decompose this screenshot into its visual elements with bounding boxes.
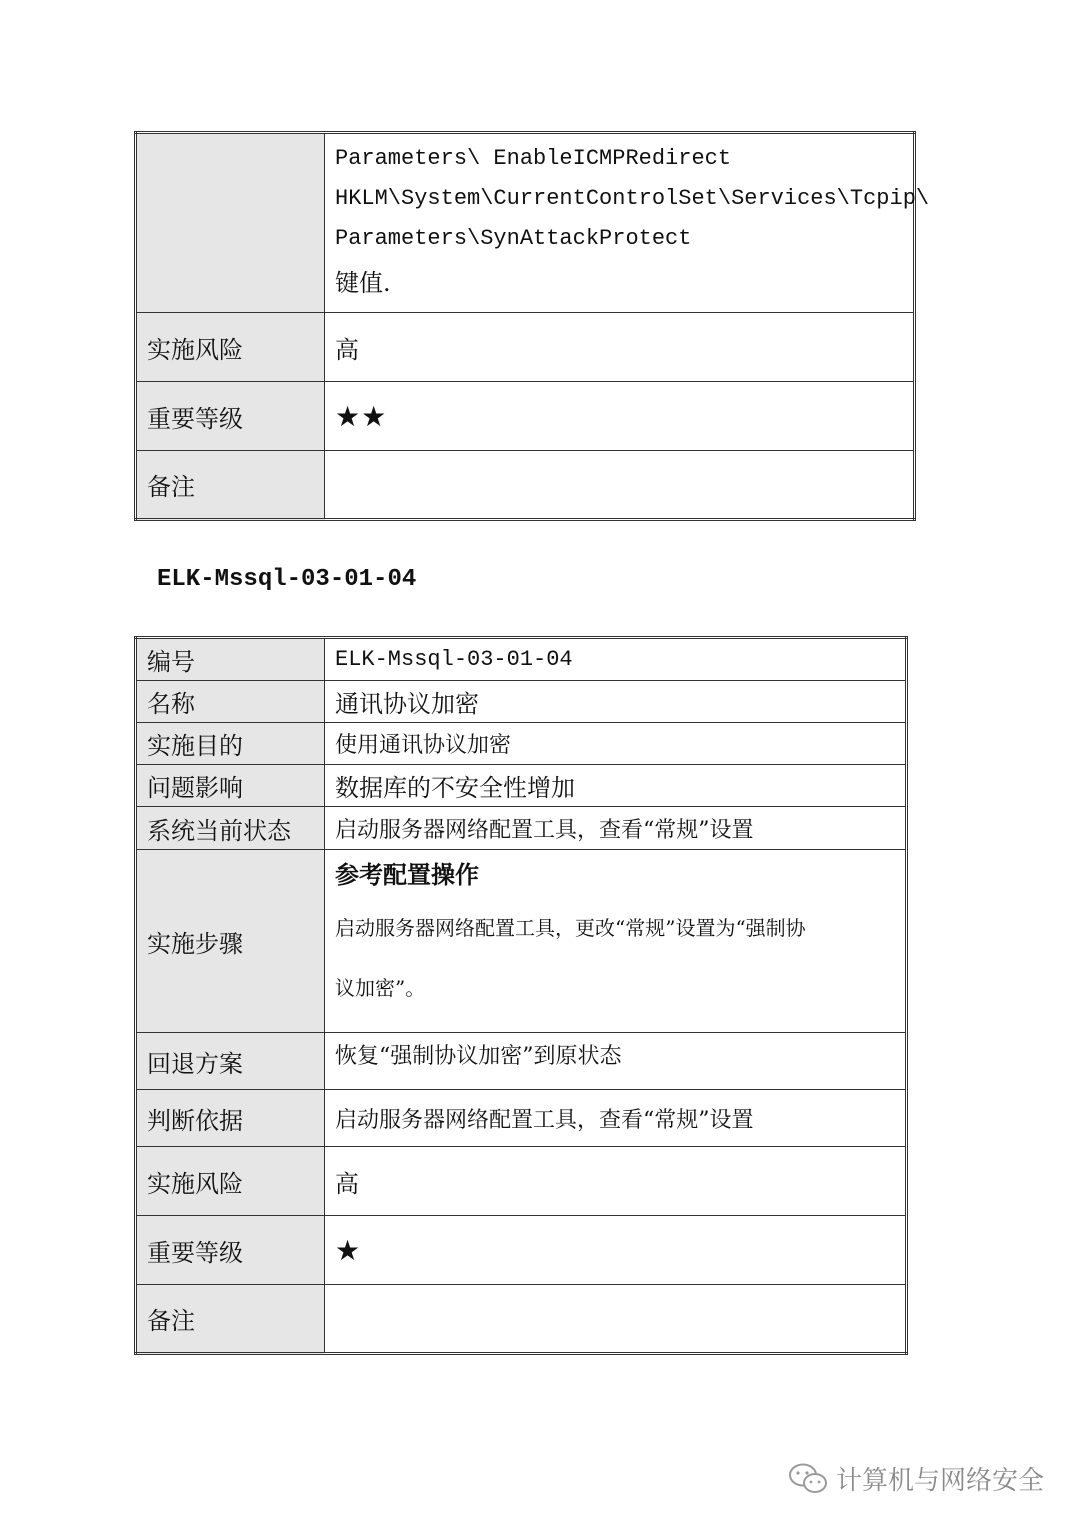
judge-value: 启动服务器网络配置工具，查看“常规”设置 xyxy=(325,1090,907,1147)
table-row xyxy=(136,681,907,723)
config-table xyxy=(134,636,908,1355)
table-row xyxy=(136,807,907,850)
steps-title: 参考配置操作 xyxy=(335,860,479,889)
id-value: ELK-Mssql-03-01-04 xyxy=(335,646,573,672)
table-row xyxy=(136,1147,907,1216)
steps-text-line: 议加密”。 xyxy=(335,976,426,1000)
table-row xyxy=(136,1216,907,1285)
key-value-text: 键值. xyxy=(335,269,391,297)
table-row xyxy=(136,638,907,681)
importance-stars: ★★ xyxy=(335,399,388,433)
watermark-text: 计算机与网络安全 xyxy=(835,1466,1044,1496)
section-heading: ELK-Mssql-03-01-04 xyxy=(157,566,417,593)
level-label: 重要等级 xyxy=(136,1216,325,1285)
table-label-cell-empty xyxy=(136,133,325,313)
table-row xyxy=(136,1285,907,1354)
watermark xyxy=(788,1460,1044,1497)
risk-value: 高 xyxy=(325,1147,907,1216)
registry-line: HKLM\System\CurrentControlSet\Services\Tcpip\ xyxy=(335,186,930,211)
table-row xyxy=(136,723,907,765)
importance-stars: ★ xyxy=(335,1233,362,1267)
impact-label: 问题影响 xyxy=(136,765,325,807)
table-row xyxy=(136,382,915,451)
level-label: 重要等级 xyxy=(136,382,325,451)
table-row xyxy=(136,451,915,520)
purpose-label: 实施目的 xyxy=(136,723,325,765)
risk-value: 高 xyxy=(325,313,915,382)
steps-label: 实施步骤 xyxy=(136,850,325,1033)
purpose-value: 使用通讯协议加密 xyxy=(325,723,907,765)
steps-cell xyxy=(325,850,907,1033)
risk-label: 实施风险 xyxy=(136,313,325,382)
status-label: 系统当前状态 xyxy=(136,807,325,850)
judge-label: 判断依据 xyxy=(136,1090,325,1147)
steps-text-line: 启动服务器网络配置工具，更改“常规”设置为“强制协 xyxy=(335,916,806,940)
note-label: 备注 xyxy=(136,1285,325,1354)
table-row xyxy=(136,765,907,807)
table-row xyxy=(136,313,915,382)
rollback-label: 回退方案 xyxy=(136,1033,325,1090)
status-value: 启动服务器网络配置工具，查看“常规”设置 xyxy=(325,807,907,850)
wechat-icon xyxy=(788,1462,828,1496)
impact-value: 数据库的不安全性增加 xyxy=(325,765,907,807)
table-row xyxy=(136,850,907,1033)
risk-label: 实施风险 xyxy=(136,1147,325,1216)
registry-keys-cell xyxy=(325,133,930,313)
note-value xyxy=(325,451,915,520)
name-value: 通讯协议加密 xyxy=(325,681,907,723)
name-label: 名称 xyxy=(136,681,325,723)
config-table-continued xyxy=(134,131,930,521)
note-value xyxy=(325,1285,907,1354)
note-label: 备注 xyxy=(136,451,325,520)
id-label: 编号 xyxy=(136,638,325,681)
table-row xyxy=(136,1090,907,1147)
rollback-value: 恢复“强制协议加密”到原状态 xyxy=(325,1033,907,1090)
table-row xyxy=(136,133,915,313)
table-row xyxy=(136,1033,907,1090)
registry-line: Parameters\SynAttackProtect xyxy=(335,226,692,251)
registry-line: Parameters\ EnableICMPRedirect xyxy=(335,146,732,171)
